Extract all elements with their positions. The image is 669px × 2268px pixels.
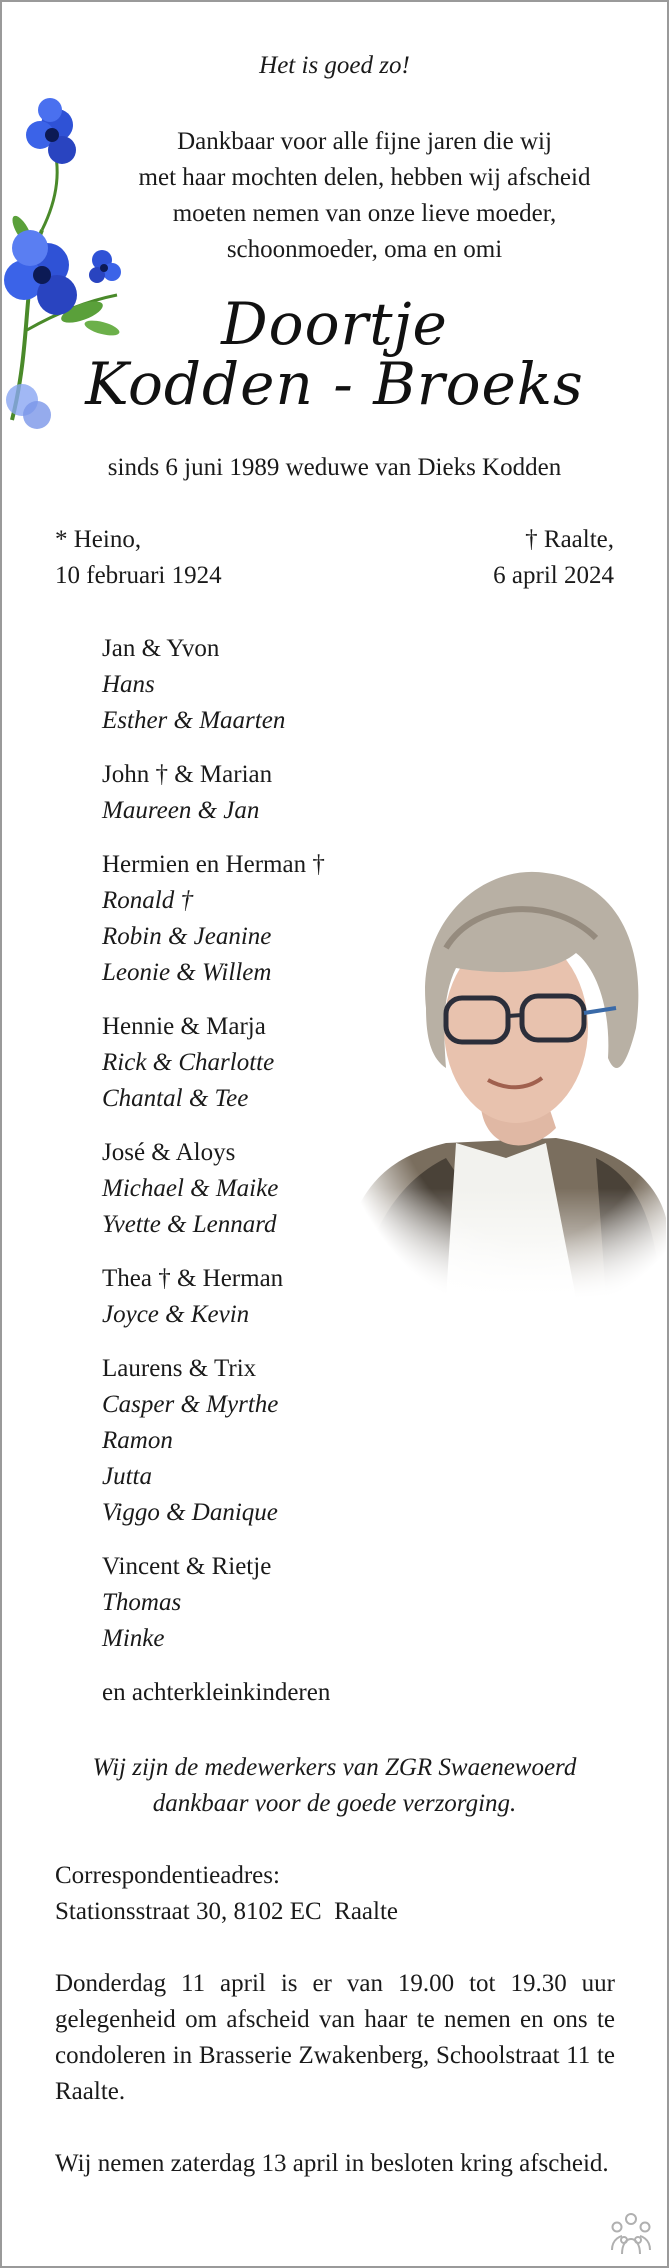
widow-line: sinds 6 juni 1989 weduwe van Dieks Kodden [107,454,562,481]
family-child: Viggo & Danique [102,1499,278,1526]
people-circle-logo [608,2210,654,2256]
family-list [102,631,330,1729]
family-parent: Vincent & Rietje [102,1553,272,1580]
family-group [102,1135,330,1243]
family-child: Jutta [102,1463,152,1490]
deceased-first-name: Doortje [221,290,448,358]
deceased-surname: Kodden - Broeks [85,350,584,418]
family-child: Chantal & Tee [102,1085,249,1112]
correspondence-address: Stationsstraat 30, 8102 EC Raalte [55,1898,399,1925]
intro-line: Het is goed zo! [259,52,410,79]
family-child: Hans [102,671,155,698]
family-parent: Jan & Yvon [102,635,220,662]
family-group [102,1261,330,1333]
family-parent: Hennie & Marja [102,1013,266,1040]
family-child: Joyce & Kevin [102,1301,250,1328]
family-group [102,1549,330,1657]
family-child: Ramon [102,1427,173,1454]
family-child: Casper & Myrthe [102,1391,279,1418]
family-child: Minke [102,1625,165,1652]
family-child: Esther & Maarten [102,707,286,734]
family-group [102,757,330,829]
announcement-line-2: met haar mochten delen, hebben wij afscheid [138,164,591,191]
correspondence-label: Correspondentieadres: [55,1862,280,1889]
family-child: Ronald † [102,887,193,914]
family-child: Yvette & Lennard [102,1211,277,1238]
great-grandchildren-line: en achterkleinkinderen [102,1679,331,1706]
family-parent: Laurens & Trix [102,1355,257,1382]
thanks-line-2: dankbaar voor de goede verzorging. [152,1790,517,1817]
family-child: Rick & Charlotte [102,1049,275,1076]
birth-date: 10 februari 1924 [55,562,222,589]
family-group [102,631,330,739]
thanks-line-1: Wij zijn de medewerkers van ZGR Swaenewoerd [92,1754,577,1781]
family-child: Leonie & Willem [102,959,272,986]
family-child: Thomas [102,1589,182,1616]
family-parent: José & Aloys [102,1139,236,1166]
family-group [102,847,330,991]
announcement-line-4: schoonmoeder, oma en omi [226,236,503,263]
portrait-photo [326,858,666,1298]
family-child: Michael & Maike [102,1175,279,1202]
family-group [102,1009,330,1117]
birth-place: * Heino, [55,526,142,553]
family-child: Robin & Jeanine [102,923,272,950]
visitation-paragraph: Donderdag 11 april is er van 19.00 tot 19.30 uur gelegenheid om afscheid van haar te nemen en ons te condoleren in Brasserie Zwakenberg, Schoolstraat 11 te Raalte. [55,1970,615,2105]
family-group [102,1351,330,1531]
death-date: 6 april 2024 [493,562,614,589]
announcement-line-3: moeten nemen van onze lieve moeder, [172,200,557,227]
family-parent: John † & Marian [102,761,273,788]
family-child: Maureen & Jan [102,797,260,824]
farewell-paragraph: Wij nemen zaterdag 13 april in besloten kring afscheid. [55,2150,609,2177]
family-parent: Hermien en Herman † [102,851,325,878]
death-place: † Raalte, [525,526,614,553]
announcement-line-1: Dankbaar voor alle fijne jaren die wij [177,128,552,155]
family-parent: Thea † & Herman [102,1265,284,1292]
